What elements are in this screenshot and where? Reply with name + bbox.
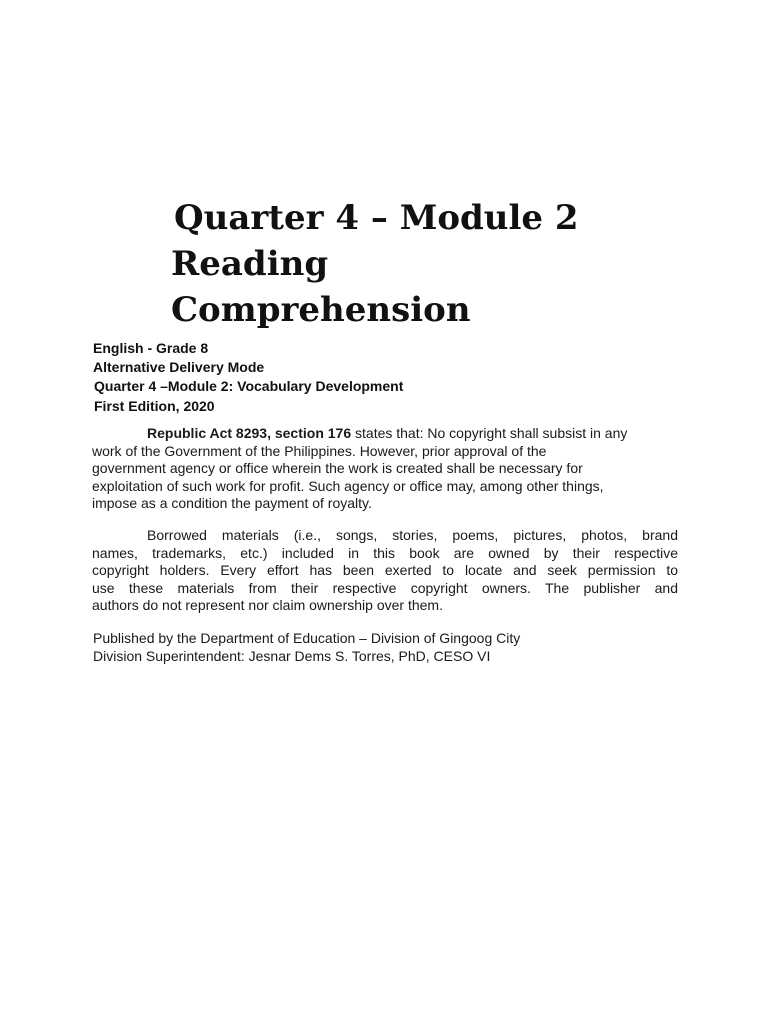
borrowed-materials-notice [92, 527, 678, 615]
copyright-line-1-rest: states that: No copyright shall subsist in any [351, 425, 628, 441]
subject-grade: English - Grade 8 [93, 340, 209, 356]
borrowed-line-5: authors do not represent nor claim ownership over them. [92, 597, 443, 613]
copyright-line-1 [92, 425, 678, 443]
copyright-line-5: impose as a condition the payment of royalty. [92, 495, 372, 511]
borrowed-line-1: Borrowed materials (i.e., songs, stories, poems, pictures, photos, brand [147, 527, 678, 543]
delivery-mode: Alternative Delivery Mode [93, 359, 265, 375]
borrowed-line-3: copyright holders. Every effort has been exerted to locate and seek permission to [92, 562, 678, 578]
law-reference: Republic Act 8293, section 176 [147, 425, 352, 441]
copyright-notice [92, 425, 678, 513]
copyright-line-4: exploitation of such work for profit. Such agency or office may, among other things, [92, 477, 604, 494]
copyright-line-2: work of the Government of the Philippines. However, prior approval of the [92, 442, 547, 459]
module-subtitle: Quarter 4 –Module 2: Vocabulary Development [94, 378, 404, 394]
edition: First Edition, 2020 [94, 398, 215, 414]
module-title-line-3: Comprehension [171, 290, 471, 330]
publisher-line: Published by the Department of Education – Division of Gingoog City [93, 630, 521, 646]
module-title-line-2: Reading [171, 244, 329, 284]
copyright-line-3: government agency or office wherein the work is created shall be necessary for [92, 460, 583, 476]
module-title-line-1: Quarter 4 – Module 2 [174, 198, 579, 238]
borrowed-line-4: use these materials from their respective copyright owners. The publisher and [92, 579, 678, 596]
superintendent-line: Division Superintendent: Jesnar Dems S. Torres, PhD, CESO VI [93, 648, 491, 664]
borrowed-line-2: names, trademarks, etc.) included in this book are owned by their respective [92, 544, 678, 561]
